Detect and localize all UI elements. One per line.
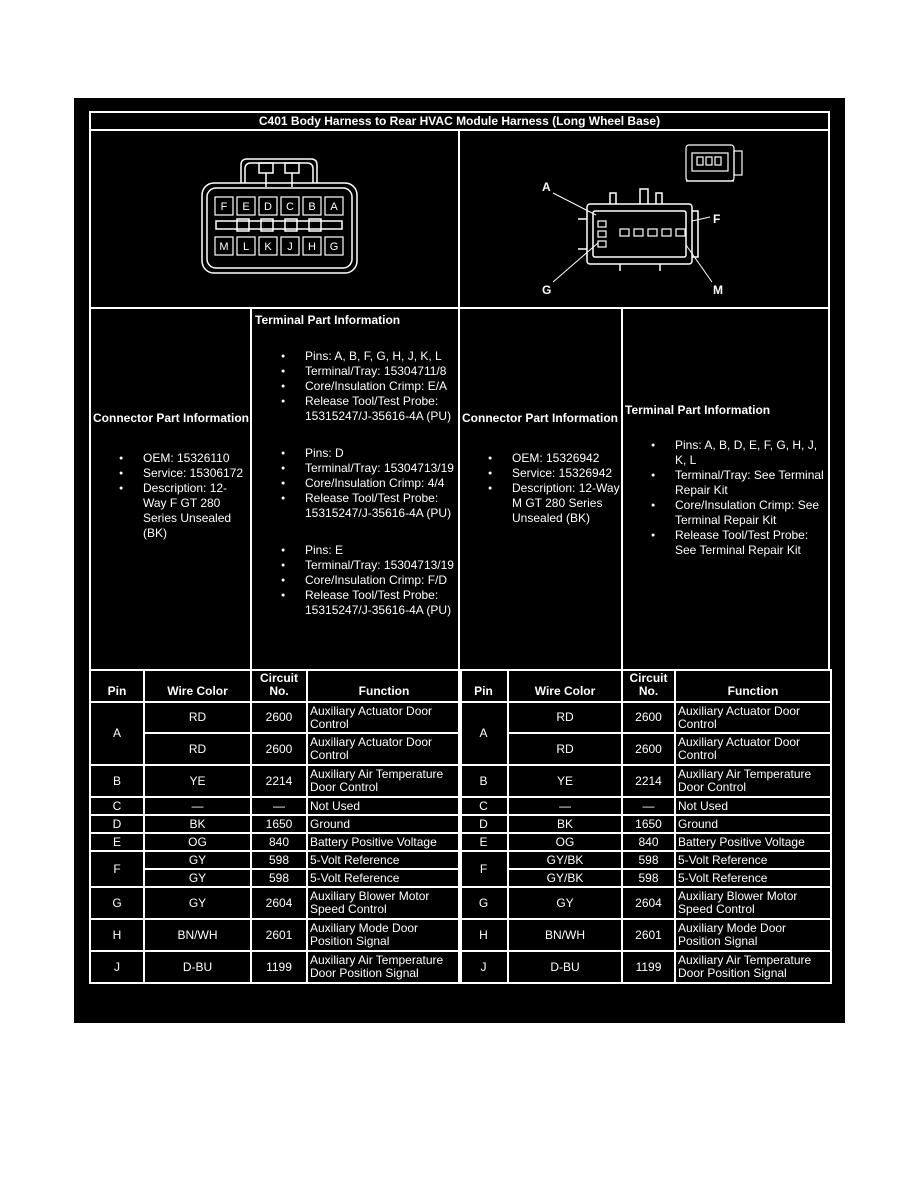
connector-thumbnail <box>686 145 742 181</box>
pin-cell: G <box>458 886 509 920</box>
list-item: ● Terminal/Tray: 15304711/8 <box>255 364 458 379</box>
section-heading: Terminal Part Information <box>255 313 401 327</box>
list-item: ● Core/Insulation Crimp: 4/4 <box>255 476 458 491</box>
function-cell: 5-Volt Reference <box>306 868 462 888</box>
circuit-cell: 1199 <box>250 950 308 984</box>
pin-cell: A <box>89 701 145 766</box>
circuit-cell: 2214 <box>621 764 676 798</box>
label-f: F <box>713 212 721 226</box>
side-latch-slot <box>598 231 606 237</box>
function-cell: Battery Positive Voltage <box>306 832 462 852</box>
pin-cell: B <box>89 764 145 798</box>
pin-cell: A <box>458 701 509 766</box>
connector-side-diagram <box>460 131 828 307</box>
connector-sheet <box>74 98 845 1023</box>
circuit-cell: 840 <box>250 832 308 852</box>
label-g: G <box>542 283 552 297</box>
function-cell: Auxiliary Mode Door Position Signal <box>674 918 832 952</box>
right-terminal-info <box>621 307 830 671</box>
list-item: ● OEM: 15326942 <box>462 451 621 466</box>
connector-side-view <box>458 129 830 309</box>
pin-label: A <box>330 201 338 213</box>
list-item: ● Release Tool/Test Probe: 15315247/J-35616-4A (PU) <box>255 394 458 424</box>
pin-label: F <box>220 201 228 213</box>
wire-color-cell: BK <box>143 814 252 834</box>
side-pin-slot <box>648 229 657 236</box>
circuit-cell: 2600 <box>250 732 308 766</box>
pin-cell: H <box>89 918 145 952</box>
list-item: ● Release Tool/Test Probe: 15315247/J-35616-4A (PU) <box>255 491 458 521</box>
list-item: ● Pins: A, B, D, E, F, G, H, J, K, L <box>625 438 828 468</box>
wire-color-cell: GY <box>507 886 623 920</box>
circuit-cell: 1199 <box>621 950 676 984</box>
pin-label: H <box>308 241 316 253</box>
circuit-cell: 2604 <box>621 886 676 920</box>
function-cell: Auxiliary Blower Motor Speed Control <box>674 886 832 920</box>
pin-cell: E <box>458 832 509 852</box>
circuit-cell: 2600 <box>621 732 676 766</box>
circuit-cell: 2214 <box>250 764 308 798</box>
function-cell: Auxiliary Mode Door Position Signal <box>306 918 462 952</box>
pin-cell: D <box>458 814 509 834</box>
pin-cell: H <box>458 918 509 952</box>
pin-label: J <box>287 241 293 253</box>
wire-color-cell: RD <box>143 701 252 734</box>
circuit-cell: 2600 <box>621 701 676 734</box>
pin-label: E <box>242 201 250 213</box>
wire-color-cell: GY <box>143 868 252 888</box>
pin-label: G <box>329 241 339 253</box>
function-cell: Auxiliary Air Temperature Door Control <box>306 764 462 798</box>
header-wire-color: Wire Color <box>143 669 252 703</box>
pin-cell: G <box>89 886 145 920</box>
terminal-group <box>255 543 458 618</box>
wire-color-cell: RD <box>507 701 623 734</box>
section-heading: Terminal Part Information <box>625 403 771 417</box>
list-item: ● Service: 15326942 <box>462 466 621 481</box>
pin-label: C <box>286 201 294 213</box>
function-cell: Auxiliary Actuator Door Control <box>674 701 832 734</box>
right-connector-info <box>458 307 623 671</box>
pin-cell: C <box>458 796 509 816</box>
wire-color-cell: GY/BK <box>507 868 623 888</box>
function-cell: Battery Positive Voltage <box>674 832 832 852</box>
function-cell: Not Used <box>674 796 832 816</box>
wire-color-cell: YE <box>143 764 252 798</box>
side-pin-slot <box>634 229 643 236</box>
pin-label: L <box>242 241 250 253</box>
function-cell: Auxiliary Actuator Door Control <box>306 701 462 734</box>
list-item: ● Terminal/Tray: 15304713/19 <box>255 461 458 476</box>
left-terminal-info <box>250 307 460 671</box>
pin-cell: J <box>458 950 509 984</box>
list-item: ● Pins: E <box>255 543 458 558</box>
function-cell: Auxiliary Actuator Door Control <box>674 732 832 766</box>
pin-label: M <box>219 241 229 253</box>
list-item: ● Description: 12-Way F GT 280 Series Unsealed (BK) <box>93 481 250 541</box>
wire-color-cell: RD <box>143 732 252 766</box>
list-item: ● Release Tool/Test Probe: See Terminal Repair Kit <box>625 528 828 558</box>
circuit-cell: 2600 <box>250 701 308 734</box>
function-cell: 5-Volt Reference <box>674 868 832 888</box>
wire-color-cell: BN/WH <box>143 918 252 952</box>
circuit-cell: 2601 <box>621 918 676 952</box>
left-connector-info <box>89 307 252 671</box>
side-pin-slot <box>676 229 685 236</box>
function-cell: Auxiliary Blower Motor Speed Control <box>306 886 462 920</box>
header-circuit: Circuit No. <box>250 669 308 703</box>
list-item: ● Core/Insulation Crimp: See Terminal Repair Kit <box>625 498 828 528</box>
pin-cell: F <box>458 850 509 888</box>
wire-color-cell: YE <box>507 764 623 798</box>
function-cell: Auxiliary Actuator Door Control <box>306 732 462 766</box>
circuit-cell: 598 <box>621 868 676 888</box>
list-item: ● Description: 12-Way M GT 280 Series Unsealed (BK) <box>462 481 621 526</box>
wire-color-cell: OG <box>143 832 252 852</box>
circuit-cell: 598 <box>621 850 676 870</box>
pin-cell: C <box>89 796 145 816</box>
section-heading: Connector Part Information <box>93 411 250 425</box>
pin-cell: J <box>89 950 145 984</box>
header-circuit: Circuit No. <box>621 669 676 703</box>
label-m: M <box>713 283 723 297</box>
header-wire-color: Wire Color <box>507 669 623 703</box>
function-cell: 5-Volt Reference <box>306 850 462 870</box>
terminal-group <box>255 349 458 424</box>
connector-face-view <box>89 129 460 309</box>
header-pin: Pin <box>458 669 509 703</box>
connector-face-diagram <box>91 131 458 307</box>
wire-color-cell: GY <box>143 886 252 920</box>
circuit-cell: — <box>621 796 676 816</box>
list-item: ● Terminal/Tray: See Terminal Repair Kit <box>625 468 828 498</box>
header-function: Function <box>306 669 462 703</box>
wire-color-cell: RD <box>507 732 623 766</box>
list-item: ● Service: 15306172 <box>93 466 250 481</box>
wire-color-cell: BN/WH <box>507 918 623 952</box>
side-pin-slot <box>620 229 629 236</box>
wire-color-cell: BK <box>507 814 623 834</box>
circuit-cell: 598 <box>250 868 308 888</box>
wire-color-cell: GY/BK <box>507 850 623 870</box>
pin-cell: B <box>458 764 509 798</box>
pin-label: K <box>264 241 272 253</box>
side-pin-slot <box>662 229 671 236</box>
wire-color-cell: — <box>507 796 623 816</box>
function-cell: Ground <box>306 814 462 834</box>
list-item: ● Terminal/Tray: 15304713/19 <box>255 558 458 573</box>
section-heading: Connector Part Information <box>462 411 619 425</box>
circuit-cell: 1650 <box>621 814 676 834</box>
side-latch-slot <box>598 241 606 247</box>
pin-cell: D <box>89 814 145 834</box>
list-item: ● Release Tool/Test Probe: 15315247/J-35616-4A (PU) <box>255 588 458 618</box>
header-pin: Pin <box>89 669 145 703</box>
circuit-cell: — <box>250 796 308 816</box>
pin-label: D <box>264 201 272 213</box>
circuit-cell: 598 <box>250 850 308 870</box>
function-cell: Auxiliary Air Temperature Door Position Signal <box>306 950 462 984</box>
function-cell: Not Used <box>306 796 462 816</box>
function-cell: Auxiliary Air Temperature Door Position Signal <box>674 950 832 984</box>
list-item: ● Core/Insulation Crimp: E/A <box>255 379 458 394</box>
table-title: C401 Body Harness to Rear HVAC Module Harness (Long Wheel Base) <box>89 111 830 131</box>
wire-color-cell: D-BU <box>143 950 252 984</box>
pin-label: B <box>308 201 316 213</box>
function-cell: Auxiliary Air Temperature Door Control <box>674 764 832 798</box>
wire-color-cell: D-BU <box>507 950 623 984</box>
circuit-cell: 1650 <box>250 814 308 834</box>
wire-color-cell: OG <box>507 832 623 852</box>
list-item: ● Pins: D <box>255 446 458 461</box>
wire-color-cell: — <box>143 796 252 816</box>
list-item: ● Core/Insulation Crimp: F/D <box>255 573 458 588</box>
wire-color-cell: GY <box>143 850 252 870</box>
pin-cell: F <box>89 850 145 888</box>
list-item: ● Pins: A, B, F, G, H, J, K, L <box>255 349 458 364</box>
function-cell: Ground <box>674 814 832 834</box>
circuit-cell: 840 <box>621 832 676 852</box>
terminal-group <box>255 446 458 521</box>
circuit-cell: 2601 <box>250 918 308 952</box>
pin-cell: E <box>89 832 145 852</box>
list-item: ● OEM: 15326110 <box>93 451 250 466</box>
header-function: Function <box>674 669 832 703</box>
circuit-cell: 2604 <box>250 886 308 920</box>
label-a: A <box>542 180 551 194</box>
side-latch-slot <box>598 221 606 227</box>
function-cell: 5-Volt Reference <box>674 850 832 870</box>
